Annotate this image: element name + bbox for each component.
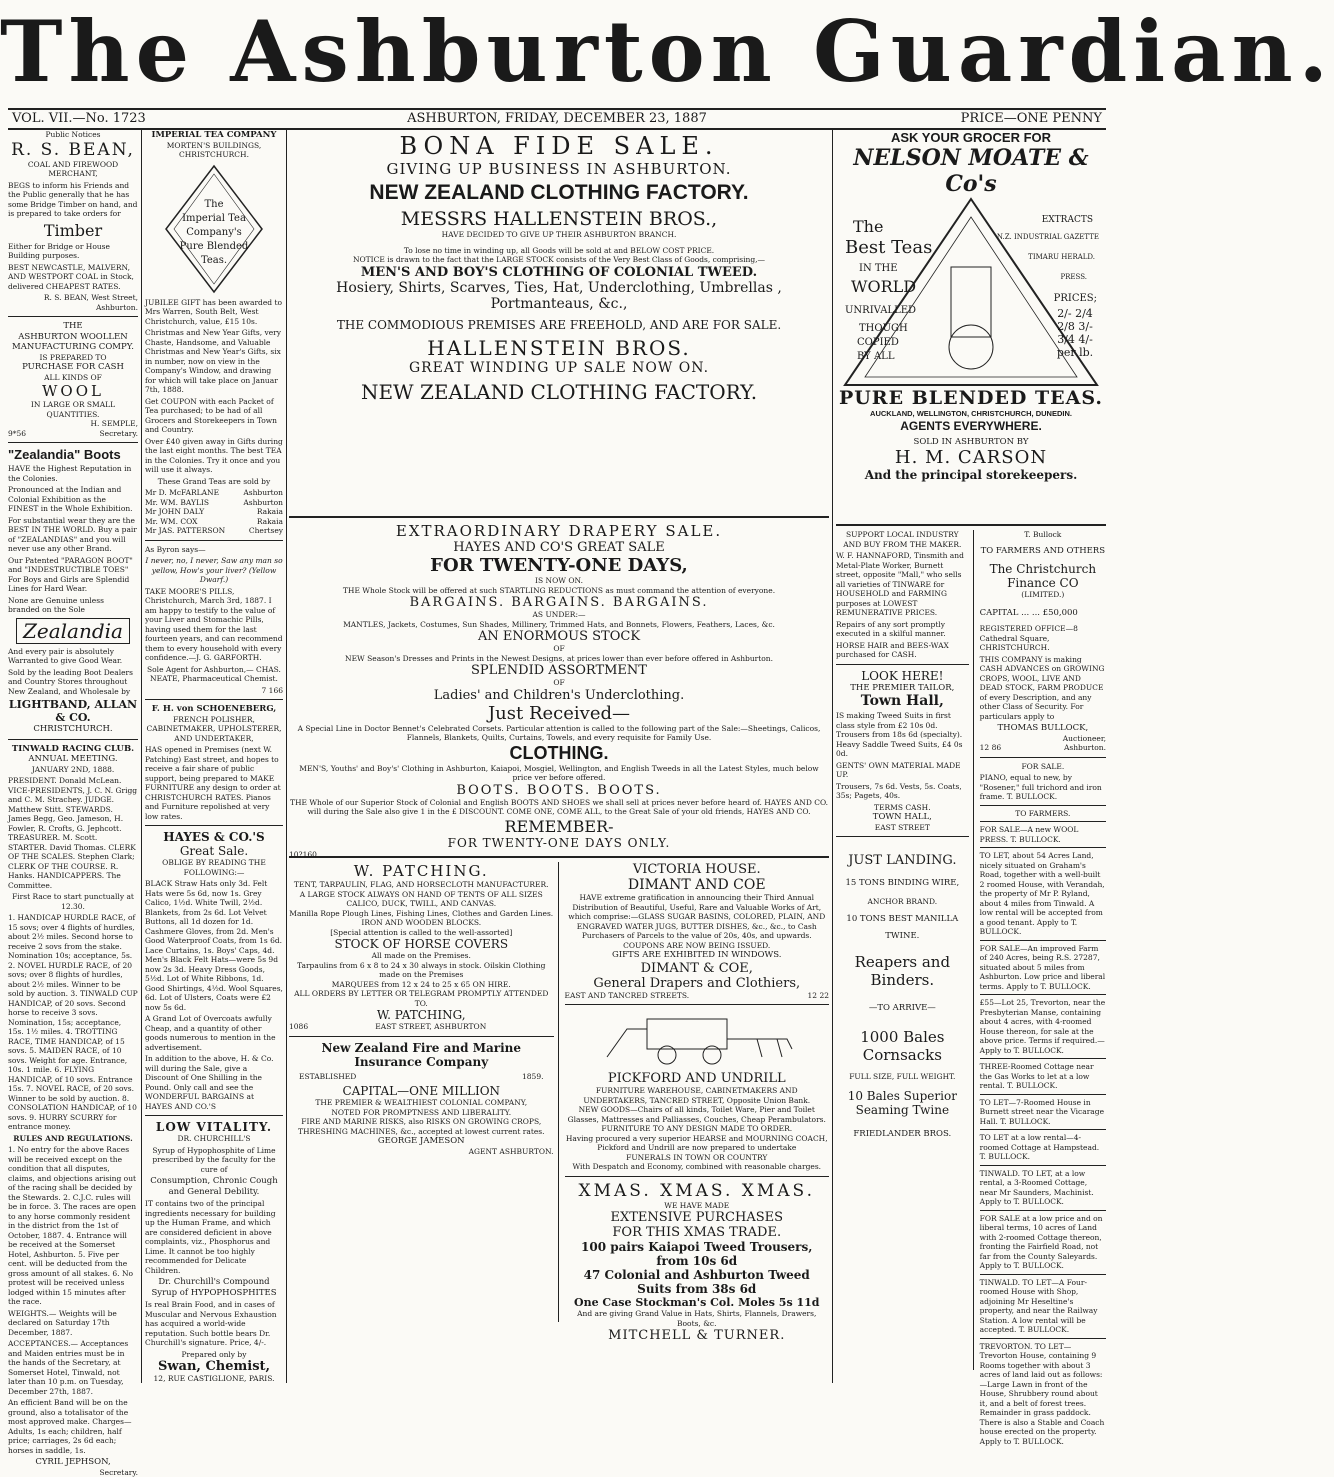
advert-code: 7 166 bbox=[145, 686, 283, 696]
advert-signature: Swan, Chemist, bbox=[145, 1359, 283, 1374]
advert-text: To lose no time in winding up, all Goods will be sold at and BELOW COST PRICE. bbox=[289, 246, 829, 256]
advert-text: NEW Season's Dresses and Prints in the Newest Designs, at prices lower than ever before offered in Ashburton. bbox=[289, 654, 829, 664]
advert-heading: "Zealandia" Boots bbox=[8, 447, 138, 462]
advert-text: REGISTERED OFFICE—8 Cathedral Square, CHRISTCHURCH. bbox=[980, 624, 1106, 653]
advert-heading: Ladies' and Children's Underclothing. bbox=[289, 688, 829, 703]
advert-heading: VICTORIA HOUSE. bbox=[565, 862, 830, 877]
column-2 bbox=[145, 130, 283, 1385]
advert-text: [Special attention is called to the well-assorted] bbox=[289, 928, 554, 938]
victoria-house-advert bbox=[565, 862, 830, 1000]
hearse-illustration bbox=[587, 1009, 807, 1067]
classified-item: FOR SALE—An improved Farm of 240 Acres, being R.S. 27287, situated about 5 miles from Ashburton. Low price and liberal terms. Apply to T. BULLOCK. bbox=[980, 944, 1106, 992]
emblem-text: Teas. bbox=[164, 254, 264, 268]
col4-lower-left bbox=[836, 530, 974, 1370]
agent-row bbox=[145, 498, 283, 508]
classified-item: TINWALD. TO LET, at a low rental, a 3-Roomed Cottage, near Mr Saunders, Machinist. Apply to T. BULLOCK. bbox=[980, 1169, 1106, 1207]
advert-heading: LOOK HERE! bbox=[836, 669, 969, 683]
classified-item: PIANO, equal to new, by "Rosener," full trichord and iron frame. T. BULLOCK. bbox=[980, 773, 1106, 802]
advert-subheading: FRENCH POLISHER, CABINETMAKER, UPHOLSTERER, AND UNDERTAKER, bbox=[145, 715, 283, 744]
advert-text: All made on the Premises. bbox=[289, 951, 554, 961]
advert-signature: CYRIL JEPHSON, bbox=[8, 1457, 138, 1468]
advert-heading: DIMANT AND COE bbox=[565, 877, 830, 893]
advert-heading: JUST LANDING. bbox=[836, 853, 969, 868]
advert-body: None are Genuine unless branded on the Sole bbox=[8, 596, 138, 615]
advert-text: GIFTS ARE EXHIBITED IN WINDOWS. bbox=[565, 950, 830, 961]
advert-signature: THOMAS BULLOCK, bbox=[980, 723, 1106, 734]
advert-body: Syrup of Hypophosphite of Lime prescribed by the faculty for the cure of bbox=[145, 1146, 283, 1175]
advert-heading: MESSRS HALLENSTEIN BROS., bbox=[289, 208, 829, 230]
advert-brand: NELSON MOATE & Co's bbox=[836, 145, 1106, 197]
classified-item: TO LET—7-Roomed House in Burnett street near the Vicarage Hall. T. BULLOCK. bbox=[980, 1098, 1106, 1127]
advert-code: 12 22 bbox=[808, 991, 829, 1001]
advert-heading: EXTENSIVE PURCHASES bbox=[565, 1210, 830, 1225]
advert-body: Christmas and New Year Gifts, very Chaste, Handsome, and Valuable Christmas and New Year's Gifts, six in number, now on view in the Company's Window, and drawing for which will take place on Januar 7th, 1888. bbox=[145, 328, 283, 395]
advert-body: WEIGHTS.— Weights will be declared on Saturday 17th December, 1887. bbox=[8, 1309, 138, 1338]
advert-body: IS making Tweed Suits in first class style from £2 10s 0d. Trousers from 18s 6d (specialty). Heavy Saddle Tweed Suits, £4 0s 0d. bbox=[836, 711, 969, 759]
bean-advert bbox=[8, 140, 138, 313]
advert-heading: FOR SALE. bbox=[980, 762, 1106, 772]
advert-heading: NEW ZEALAND CLOTHING FACTORY. bbox=[289, 181, 829, 205]
pickford-advert bbox=[565, 1009, 830, 1172]
advert-body: Our Patented "PARAGON BOOT" and "INDESTRUCTIBLE TOES" For Boys and Girls are Splendid Lines for Hard Wear. bbox=[8, 556, 138, 594]
col4-lower-right bbox=[980, 530, 1106, 1370]
agent-name: Mr. WM. BAYLIS bbox=[145, 498, 209, 508]
nelson-moate-tea-advert bbox=[836, 130, 1106, 520]
advert-feature: WOOL bbox=[8, 382, 138, 400]
advert-role: Secretary. bbox=[100, 429, 139, 439]
advert-body: BEST NEWCASTLE, MALVERN, AND WESTPORT COAL in Stock, delivered CHEAPEST RATES. bbox=[8, 263, 138, 292]
advert-subheading: DR. CHURCHILL'S bbox=[145, 1134, 283, 1144]
advert-heading: HAYES & CO.'S bbox=[145, 830, 283, 844]
advert-role: Secretary. bbox=[8, 1468, 138, 1477]
emblem-text: THOUGH bbox=[859, 323, 908, 334]
emblem-text: N.Z. INDUSTRIAL GAZETTE bbox=[997, 233, 1099, 241]
advert-text: NOTED FOR PROMPTNESS AND LIBERALITY. bbox=[289, 1108, 554, 1118]
advert-text: Prepared only by bbox=[145, 1350, 283, 1360]
volume-number: VOL. VII.—No. 1723 bbox=[12, 110, 146, 128]
advert-text: HAVE extreme gratification in announcing their Third Annual Distribution of Beautiful, Useful, Rare and Valuable Works of Art, which comprise:—GLASS SUGAR BASINS, COLORED, PLAIN, AND ENGRAVED WATER JUGS, BUTTER DISHES, &c., &c., to Cash Purchasers of Parcels to the value of 20s, 40s, and upwards. bbox=[565, 893, 830, 941]
advert-address: EAST STREET, ASHBURTON bbox=[375, 1022, 486, 1032]
advert-subheading: THE PREMIER TAILOR, bbox=[836, 683, 969, 694]
advert-heading: AN ENORMOUS STOCK bbox=[289, 629, 829, 644]
agent-town: Rakaia bbox=[257, 507, 283, 517]
advert-heading: CAPITAL—ONE MILLION bbox=[289, 1084, 554, 1098]
advert-heading: GREAT WINDING UP SALE NOW ON. bbox=[289, 360, 829, 376]
advert-heading: HALLENSTEIN BROS. bbox=[289, 336, 829, 360]
advert-text: CAPITAL ... ... £50,000 bbox=[980, 608, 1106, 619]
advert-text: TERMS CASH. bbox=[836, 803, 969, 813]
advert-text: THE Whole of our Superior Stock of Colonial and English BOOTS AND SHOES we shall sell at prices never before heard of. HAYES AND CO. will during the Sale also give 1 in the £ DISCOUNT. COME ONE, COME ALL, to the Great Sale of your old friends, HAYES AND CO. bbox=[289, 798, 829, 817]
advert-heading: XMAS. XMAS. XMAS. bbox=[565, 1181, 830, 1201]
advert-address: EAST AND TANCRED STREETS. bbox=[565, 991, 690, 1001]
tea-triangle-graphic bbox=[841, 197, 1101, 387]
advert-text: OF bbox=[289, 678, 829, 688]
classified-item: TO LET at a low rental—4-roomed Cottage at Hampstead. T. BULLOCK. bbox=[980, 1133, 1106, 1162]
advert-body: BEGS to inform his Friends and the Public generally that he has some Bridge Timber on hand, and is prepared to take orders for bbox=[8, 181, 138, 219]
advert-heading: BOOTS. BOOTS. BOOTS. bbox=[289, 783, 829, 798]
advert-text: SOLD IN ASHBURTON BY bbox=[836, 437, 1106, 448]
advert-heading: Just Received— bbox=[289, 703, 829, 724]
advert-text: 10 Bales Superior Seaming Twine bbox=[836, 1089, 969, 1117]
advert-body: Is real Brain Food, and in cases of Muscular and Nervous Exhaustion has acquired a world-wide reputation. Such bottle bears Dr. Churchill's signature. Price, 4/-. bbox=[145, 1300, 283, 1348]
advert-text: 1859. bbox=[522, 1072, 543, 1082]
advert-body: 1. HANDICAP HURDLE RACE, of 15 sovs; over 4 flights of hurdles, about 2½ miles. Second horse to receive 2 sovs from the stake. Nomination 10s; acceptance, 5s. 2. NOVEL HURDLE RACE, of 20 sovs; over 8 flights of hurdles, about 2½ miles. Winner to be sold by auction. 3. TINWALD CUP HANDICAP, of 20 sovs. Second horse to receive 3 sovs. Nomination, 15s; acceptance, 15s. 1½ miles. 4. TROTTING RACE, TIME HANDICAP, of 15 sovs. 5. MAIDEN RACE, of 10 sovs. Weight for age. Entrance, 10s. 1 mile. 6. FLYING HANDICAP, of 10 sovs. Entrance 15s. 7. NOVEL RACE, of 20 sovs. Winner to be sold by auction. 8. CONSOLATION HANDICAP, of 10 sovs. 9. HURRY SCURRY for entrance money. bbox=[8, 913, 138, 1132]
emblem-text: EXTRACTS bbox=[1042, 215, 1093, 225]
advert-heading: BONA FIDE SALE. bbox=[289, 132, 829, 160]
classified-item: £55—Lot 25, Trevorton, near the Presbyterian Manse, containing about 4 acres, with 4-roomed House thereon, for sale at the above price. Terms if required.—Apply to T. BULLOCK. bbox=[980, 998, 1106, 1055]
advert-text: IRON AND WOODEN BLOCKS. bbox=[289, 918, 554, 928]
classified-item: TO LET, about 54 Acres Land, nicely situated on Graham's Road, together with a well-built 2 roomed House, with Verandah, the property of Mr P. Ryland, about 4 miles from Tinwald. A low rental will be accepted from a good tenant. Apply to T. BULLOCK. bbox=[980, 851, 1106, 937]
advert-signature: R. S. BEAN, West Street, Ashburton. bbox=[8, 293, 138, 312]
emblem-text: PRICES; bbox=[1054, 293, 1097, 304]
emblem-text: TIMARU HERALD. bbox=[1028, 253, 1095, 261]
section-label: Public Notices bbox=[8, 130, 138, 140]
advert-text: Manilla Rope Plough Lines, Fishing Lines, Clothes and Garden Lines. bbox=[289, 909, 554, 919]
advert-text: —TO ARRIVE— bbox=[836, 1003, 969, 1014]
advert-body: HAVE the Highest Reputation in the Colonies. bbox=[8, 464, 138, 483]
advert-text: PURCHASE FOR CASH bbox=[8, 362, 138, 373]
advert-body: Pronounced at the Indian and Colonial Exhibition as the FINEST in the Whole Exhibition. bbox=[8, 485, 138, 514]
advert-text: A Special Line in Doctor Bennet's Celebrated Corsets. Particular attention is called to the following part of the Sale:—Sheetings, Calicos, Flannels, Blankets, Quilts, Curtains, Towels, and every requisite for Family Use. bbox=[289, 724, 829, 743]
advert-heading: REMEMBER- bbox=[289, 817, 829, 836]
advert-text: T. Bullock bbox=[980, 530, 1106, 540]
advert-code: 10?160 bbox=[289, 850, 829, 860]
advert-text: ANCHOR BRAND. bbox=[836, 897, 969, 907]
advert-line: Suits from 38s 6d bbox=[565, 1282, 830, 1296]
agent-town: Ashburton bbox=[243, 488, 283, 498]
advert-signature: MITCHELL & TURNER. bbox=[565, 1328, 830, 1343]
column-rule bbox=[832, 130, 833, 1383]
advert-heading: FOR THIS XMAS TRADE. bbox=[565, 1225, 830, 1240]
advert-text: HAVE DECIDED TO GIVE UP THEIR ASHBURTON BRANCH. bbox=[289, 230, 829, 240]
advert-line: 47 Colonial and Ashburton Tweed bbox=[565, 1268, 830, 1282]
advert-heading: DIMANT & COE, bbox=[565, 961, 830, 976]
advert-text: Having procured a very superior HEARSE and MOURNING COACH, Pickford and Undrill are now prepared to undertake bbox=[565, 1134, 830, 1153]
hayes-great-sale-advert bbox=[145, 830, 283, 1111]
agent-row bbox=[145, 517, 283, 527]
advert-text: ALL KINDS OF bbox=[8, 373, 138, 383]
bona-fide-sale-advert bbox=[289, 132, 829, 512]
advert-code: 9*56 bbox=[8, 429, 26, 439]
zealandia-advert bbox=[8, 447, 138, 735]
advert-text: OBLIGE BY READING THE FOLLOWING:— bbox=[145, 858, 283, 877]
advert-body: First Race to start punctually at 12.30. bbox=[8, 892, 138, 911]
advert-heading: EXTRAORDINARY DRAPERY SALE. bbox=[289, 522, 829, 540]
advert-heading: FOR TWENTY-ONE DAYS ONLY. bbox=[289, 836, 829, 850]
advert-text: WE HAVE MADE bbox=[565, 1201, 830, 1211]
advert-city: CHRISTCHURCH. bbox=[145, 150, 283, 160]
advert-heading: General Drapers and Clothiers, bbox=[565, 976, 830, 991]
lower-left-column bbox=[289, 862, 559, 1322]
advert-text: THE PREMIER & WEALTHIEST COLONIAL COMPANY, bbox=[289, 1098, 554, 1108]
advert-text: ESTABLISHED bbox=[299, 1072, 356, 1082]
advert-heading: TO FARMERS AND OTHERS bbox=[980, 546, 1106, 557]
advert-body: THIS COMPANY is making CASH ADVANCES on GROWING CROPS, WOOL, LIVE AND DEAD STOCK, FARM PRODUCE of every Description, and any other Class of Security. For particulars apply to bbox=[980, 655, 1106, 722]
advert-subheading: ANNUAL MEETING. bbox=[8, 754, 138, 765]
classified-item: TREVORTON. TO LET—Trevorton House, containing 9 Rooms together with about 3 acres of land laid out as follows:—Large Lawn in front of the House, Shrubbery round about it, and a belt of forest trees. Remainder in grass paddock. There is also a Stable and Coach house erected on the property. Apply to T. BULLOCK. bbox=[980, 1342, 1106, 1447]
advert-text: FUNERALS IN TOWN OR COUNTRY bbox=[565, 1153, 830, 1163]
agent-row bbox=[145, 488, 283, 498]
price: PRICE—ONE PENNY bbox=[961, 110, 1102, 128]
patching-advert bbox=[289, 862, 554, 1032]
column-rule bbox=[141, 130, 142, 1383]
advert-signature: GEORGE JAMESON bbox=[289, 1136, 554, 1147]
advert-body: An efficient Band will be on the ground, also a totalisator of the most approved make. Charges—Adults, 1s each; children, half price; carriages, 2s 6d each; horses in saddle, 1s. bbox=[8, 1398, 138, 1455]
advert-body: Get COUPON with each Packet of Tea purchased; to be had of all Grocers and Storekeepers in Town and Country. bbox=[145, 397, 283, 435]
advert-heading: SPLENDID ASSORTMENT bbox=[289, 663, 829, 678]
advert-body: GENTS' OWN MATERIAL MADE UP. bbox=[836, 761, 969, 780]
advert-heading: PURE BLENDED TEAS. bbox=[836, 387, 1106, 409]
advert-text: THE bbox=[8, 321, 138, 332]
advert-signature: W. PATCHING, bbox=[289, 1008, 554, 1022]
woollen-advert bbox=[8, 321, 138, 438]
advert-text: With Despatch and Economy, combined with reasonable charges. bbox=[565, 1162, 830, 1172]
emblem-text: UNRIVALLED bbox=[845, 305, 916, 316]
advert-text: OF bbox=[289, 644, 829, 654]
advert-heading: F. H. von SCHOENEBERG, bbox=[145, 704, 283, 715]
advert-signature: FRIEDLANDER BROS. bbox=[836, 1129, 969, 1140]
advert-text: MARQUEES from 12 x 24 to 25 x 65 ON HIRE. bbox=[289, 980, 554, 990]
drapery-sale-advert bbox=[289, 522, 829, 852]
advert-body: W. F. HANNAFORD, Tinsmith and Metal-Plate Worker, Burnett street, opposite "Mall," who sells all varieties of TINWARE for HOUSEHOLD and FARMING purposes at LOWEST REMUNERATIVE PRICES. bbox=[836, 551, 969, 618]
price-list: 2/- 2/4 2/8 3/- 3/4 4/- per lb. bbox=[1051, 307, 1099, 359]
advert-text: NOTICE is drawn to the fact that the LARGE STOCK consists of the Very Best Class of Goods, comprising,— bbox=[289, 255, 829, 265]
advert-heading: PICKFORD AND UNDRILL bbox=[565, 1071, 830, 1086]
advert-body: 1. No entry for the above Races will be received except on the condition that all disputes, claims, and objections arising out of the racing shall be decided by the Stewards. 2. C.J.C. rules will be in force. 3. The races are open to any horse commonly resident in the district from the 1st of October, 1887. 4. Entrance will be received at the Somerset Hotel, Ashburton. 5. Five per cent. will be deducted from the gross amount of all stakes. 6. No protest will be received unless lodged within 15 minutes after the race. bbox=[8, 1145, 138, 1307]
classified-item: TO FARMERS. bbox=[980, 809, 1106, 819]
advert-text: FURNITURE WAREHOUSE, CABINETMAKERS AND UNDERTAKERS, TANCRED STREET, Opposite Union Bank. bbox=[565, 1086, 830, 1105]
column-rule bbox=[286, 130, 287, 1383]
advert-body: BLACK Straw Hats only 3d. Felt Hats were 5s 6d, now 1s. Grey Calico, 1½d. White Twill, 2½d. Blankets, from 2s 6d. Lot Velvet Buttons, all 1d dozen for 1d. Cashmere Gloves, from 2d. Men's Good Waterproof Coats, from 1s 6d. Lace Curtains, 1s. Boys' Caps, 4d. Men's Black Felt Hats—were 5s 9d now 2s 3d. Heavy Dress Goods, 5½d. Lot of White Ribbons, 1d. Good Shirtings, 4½d. Wool Squares, 6d. Lot of Ulsters, Coats were £2 now 5s 6d. bbox=[145, 879, 283, 1012]
agent-town: Ashburton bbox=[243, 498, 283, 508]
emblem-text: WORLD bbox=[851, 277, 916, 296]
advert-heading: MEN'S AND BOY'S CLOTHING OF COLONIAL TWEED. bbox=[289, 265, 829, 280]
tailor-advert bbox=[836, 669, 969, 833]
advert-heading: FOR TWENTY-ONE DAYS, bbox=[289, 555, 829, 576]
emblem-text: The bbox=[164, 198, 264, 212]
advert-date: JANUARY 2ND, 1888. bbox=[8, 765, 138, 775]
bullock-advert bbox=[980, 530, 1106, 1446]
advert-role: AGENT ASHBURTON. bbox=[289, 1147, 554, 1157]
emblem-text: The bbox=[853, 217, 883, 236]
classified-item: FOR SALE—A new WOOL PRESS. T. BULLOCK. bbox=[980, 825, 1106, 844]
moore-pills-advert bbox=[145, 545, 283, 696]
advert-heading: New Zealand Fire and Marine Insurance Company bbox=[289, 1041, 554, 1069]
advert-text: 15 TONS BINDING WIRE, bbox=[836, 878, 969, 889]
advert-text: AUCKLAND, WELLINGTON, CHRISTCHURCH, DUNEDIN. bbox=[836, 409, 1106, 419]
advert-body: Repairs of any sort promptly executed in a skilful manner. bbox=[836, 620, 969, 639]
advert-text: And the principal storekeepers. bbox=[836, 468, 1106, 482]
emblem-text: Best Teas bbox=[845, 237, 932, 258]
lower-advert-row bbox=[289, 862, 829, 1322]
advert-text: And are giving Grand Value in Hats, Shirts, Flannels, Drawers, Boots, &c. bbox=[565, 1309, 830, 1328]
advert-subheading: Great Sale. bbox=[145, 844, 283, 858]
advert-signature: H. SEMPLE, bbox=[8, 419, 138, 429]
advert-text: ALL ORDERS BY LETTER OR TELEGRAM PROMPTLY ATTENDED TO. bbox=[289, 989, 554, 1008]
agent-name: Mr JOHN DALY bbox=[145, 507, 204, 517]
advert-text: COUPONS ARE NOW BEING ISSUED. bbox=[565, 941, 830, 951]
emblem-text: BY ALL bbox=[857, 351, 894, 362]
advert-body: And every pair is absolutely Warranted to give Good Wear. bbox=[8, 647, 138, 666]
low-vitality-advert bbox=[145, 1120, 283, 1384]
advert-heading: TINWALD RACING CLUB. bbox=[8, 744, 138, 755]
classified-item: FOR SALE at a low price and on liberal terms, 10 acres of Land with 2-roomed Cottage thereon, fronting the Fairfield Road, not far from the County Saleyards. Apply to T. BULLOCK. bbox=[980, 1214, 1106, 1271]
advert-body: TAKE MOORE'S PILLS, Christchurch, March 3rd, 1887. I am happy to testify to the value of your Liver and Stomachic Pills, having used them for the last fourteen years, and can recommend them to every household with every confidence.—J. G. GARFORTH. bbox=[145, 587, 283, 663]
column-3 bbox=[289, 130, 829, 1385]
emblem-text: Company's bbox=[164, 226, 264, 240]
advert-subheading: RULES AND REGULATIONS. bbox=[8, 1134, 138, 1144]
advert-heading: STOCK OF HORSE COVERS bbox=[289, 937, 554, 951]
emblem-text: Imperial Tea bbox=[164, 212, 264, 226]
advert-heading: IMPERIAL TEA COMPANY bbox=[145, 130, 283, 141]
advert-text: FURNITURE TO ANY DESIGN MADE TO ORDER. bbox=[565, 1124, 830, 1134]
classified-item: THREE-Roomed Cottage near the Gas Works to let at a low rental. T. BULLOCK. bbox=[980, 1062, 1106, 1091]
advert-text: IS NOW ON. bbox=[289, 576, 829, 586]
advert-subheading: COAL AND FIREWOOD MERCHANT, bbox=[8, 160, 138, 179]
advert-text: IS PREPARED TO bbox=[8, 353, 138, 363]
advert-heading: SUPPORT LOCAL INDUSTRY AND BUY FROM THE MAKER. bbox=[836, 530, 969, 549]
folio-line bbox=[8, 108, 1106, 130]
advert-heading: The Christchurch Finance CO bbox=[980, 562, 1106, 590]
advert-text: EAST STREET bbox=[836, 823, 969, 833]
col4-lower bbox=[836, 530, 1106, 1370]
advert-text: (LIMITED.) bbox=[980, 590, 1106, 600]
advert-body: HORSE HAIR and BEES-WAX purchased for CASH. bbox=[836, 641, 969, 660]
agent-row bbox=[145, 507, 283, 517]
advert-line: from 10s 6d bbox=[565, 1254, 830, 1268]
advert-maker: LIGHTBAND, ALLAN & CO. bbox=[8, 698, 138, 724]
advert-line: One Case Stockman's Col. Moles 5s 11d bbox=[565, 1296, 830, 1309]
advert-text: IN LARGE OR SMALL QUANTITIES. bbox=[8, 400, 138, 419]
column-4 bbox=[836, 130, 1106, 1385]
advert-text: THE Whole Stock will be offered at such STARTLING REDUCTIONS as must command the attention of everyone. bbox=[289, 586, 829, 596]
tea-diamond-emblem bbox=[164, 164, 264, 294]
advert-text: FULL SIZE, FULL WEIGHT. bbox=[836, 1072, 969, 1082]
advert-subheading: GIVING UP BUSINESS IN ASHBURTON. bbox=[289, 160, 829, 178]
advert-verse: I never, no, I never, Saw any man so yellow, How's your liver? (Yellow Dwarf.) bbox=[145, 556, 283, 585]
emblem-text: Pure Blended bbox=[164, 240, 264, 254]
advert-heading: ASHBURTON WOOLLEN MANUFACTURING COMPY. bbox=[8, 332, 138, 353]
advert-body: Dr. Churchill's Compound Syrup of HYPOPHOSPHITES bbox=[145, 1277, 283, 1298]
advert-address: 12, RUE CASTIGLIONE, PARIS. bbox=[145, 1374, 283, 1384]
advert-city: CHRISTCHURCH. bbox=[8, 724, 138, 735]
advert-body: In addition to the above, H. & Co. will during the Sale, give a Discount of One Shilling in the Pound. Only call and see the WONDERFUL BARGAINS at HAYES AND CO.'S bbox=[145, 1054, 283, 1111]
zealandia-brand-logo: Zealandia bbox=[16, 618, 130, 644]
advert-heading: W. PATCHING. bbox=[289, 862, 554, 880]
advert-body: These Grand Teas are sold by bbox=[145, 477, 283, 487]
agent-name: Mr. WM. COX bbox=[145, 517, 197, 527]
friedlander-advert bbox=[836, 853, 969, 1140]
masthead bbox=[0, 0, 1114, 108]
advert-heading: H. M. CARSON bbox=[836, 447, 1106, 468]
lower-right-column bbox=[565, 862, 830, 1322]
advert-text: A LARGE STOCK ALWAYS ON HAND OF TENTS OF ALL SIZES CALICO, DUCK, TWILL, AND CANVAS. bbox=[289, 890, 554, 909]
advert-role: Auctioneer, bbox=[980, 734, 1106, 744]
advert-body: For substantial wear they are the BEST IN THE WORLD. Buy a pair of "ZEALANDIAS" and you will never use any other Brand. bbox=[8, 516, 138, 554]
advert-text: Tarpaulins from 6 x 8 to 24 x 30 always in stock. Oilskin Clothing made on the Premises bbox=[289, 961, 554, 980]
advert-body: A Grand Lot of Overcoats awfully Cheap, and a quantity of other goods numerous to mention in the advertisement. bbox=[145, 1014, 283, 1052]
advert-text: MEN'S, Youths' and Boy's' Clothing in Ashburton, Kaiapoi, Mosgiel, Wellington, and English Tweeds in all the Latest Styles, much below price ver before offered. bbox=[289, 764, 829, 783]
advert-heading: 1000 Bales Cornsacks bbox=[836, 1028, 969, 1064]
advert-feature: Timber bbox=[8, 221, 138, 240]
emblem-text: IN THE bbox=[859, 263, 898, 274]
advert-heading: R. S. BEAN, bbox=[8, 140, 138, 160]
dateline: ASHBURTON, FRIDAY, DECEMBER 23, 1887 bbox=[8, 110, 1106, 128]
classified-item: TINWALD. TO LET—A Four-roomed House with Shop, adjoining Mr Heseltine's property, and near the Railway Station. A low rental will be accepted. T. BULLOCK. bbox=[980, 1278, 1106, 1335]
advert-subheading: HAYES AND CO'S GREAT SALE bbox=[289, 540, 829, 555]
advert-text: Hosiery, Shirts, Scarves, Ties, Hat, Underclothing, Umbrellas , Portmanteaus, &c., bbox=[289, 280, 829, 312]
advert-body: As Byron says— bbox=[145, 545, 283, 555]
advert-body: JUBILEE GIFT has been awarded to Mrs Warren, South Belt, West Christchurch, value, £15 10s. bbox=[145, 298, 283, 327]
racing-advert bbox=[8, 744, 138, 1477]
advert-text: FIRE AND MARINE RISKS, also RISKS ON GROWING CROPS, THRESHING MACHINES, &c., accepted at lowest current rates. bbox=[289, 1117, 554, 1136]
agent-row bbox=[145, 526, 283, 536]
advert-body: HAS opened in Premises (next W. Patching) East street, and hopes to receive a fair share of public support, being prepared to MAKE FURNITURE any design to order at CHRISTCHURCH RATES. Pianos and Furniture repolished at very low rates. bbox=[145, 745, 283, 821]
advert-body: ACCEPTANCES.— Acceptances and Maiden entries must be in the hands of the Secretary, at Somerset Hotel, Tinwald, not later than 10 p.m. on Tuesday, December 27th, 1887. bbox=[8, 1339, 138, 1396]
advert-text: MANTLES, Jackets, Costumes, Sun Shades, Millinery, Trimmed Hats, and Bonnets, Flowers, Feathers, Laces, &c. bbox=[289, 620, 829, 630]
schoeneberg-advert bbox=[145, 704, 283, 821]
hannaford-advert bbox=[836, 530, 969, 660]
advert-body: Over £40 given away in Gifts during the last eight months. The best TEA in the Colonies. Try it once and you will use it always. bbox=[145, 437, 283, 475]
emblem-text: PRESS. bbox=[1060, 273, 1087, 281]
advert-town: Ashburton. bbox=[1064, 743, 1106, 753]
column-1 bbox=[8, 130, 138, 1385]
advert-code: 12 86 bbox=[980, 743, 1001, 753]
advert-heading: CLOTHING. bbox=[289, 743, 829, 764]
advert-subheading: MORTEN'S BUILDINGS, bbox=[145, 141, 283, 151]
advert-heading: BARGAINS. BARGAINS. BARGAINS. bbox=[289, 595, 829, 610]
advert-body: Either for Bridge or House Building purposes. bbox=[8, 242, 138, 261]
agent-town: Rakaia bbox=[257, 517, 283, 527]
advert-text: 10 TONS BEST MANILLA bbox=[836, 914, 969, 925]
advert-heading: Town Hall, bbox=[836, 693, 969, 709]
advert-body: Trousers, 7s 6d. Vests, 5s. Coats, 35s; Pagets, 40s. bbox=[836, 782, 969, 801]
agent-name: Mr D. McFARLANE bbox=[145, 488, 219, 498]
insurance-advert bbox=[289, 1041, 554, 1157]
advert-heading: NEW ZEALAND CLOTHING FACTORY. bbox=[289, 380, 829, 404]
agent-name: Mr JAS. PATTERSON bbox=[145, 526, 225, 536]
advert-heading: Reapers and Binders. bbox=[836, 953, 969, 989]
advert-text: AS UNDER:— bbox=[289, 610, 829, 620]
agent-town: Chertsey bbox=[249, 526, 283, 536]
advert-line: 100 pairs Kaiapoi Tweed Trousers, bbox=[565, 1240, 830, 1254]
advert-text: NEW GOODS—Chairs of all kinds, Toilet Ware, Pier and Toilet Glasses, Mattresses and Palliasses, Couches, Cheap Perambulators. bbox=[565, 1105, 830, 1124]
newspaper-title: The Ashburton Guardian. bbox=[0, 0, 1114, 104]
advert-body: PRESIDENT. Donald McLean. VICE-PRESIDENTS, J. C. N. Grigg and C. M. Strachey. JUDGE. Matthew Stitt. STEWARDS. James Begg, Geo. Jameson, H. Fowler, R. Crofts, G. Jephcott. TREASURER. M. Scott. STARTER. David Thomas. CLERK OF THE SCALES. Stephen Clark; CLERK OF THE COURSE. R. Hanks. HANDICAPPERS. The Committee. bbox=[8, 776, 138, 890]
advert-body: Consumption, Chronic Cough and General Debility. bbox=[145, 1176, 283, 1197]
advert-body: Sold by the leading Boot Dealers and Country Stores throughout New Zealand, and Wholesale by bbox=[8, 668, 138, 697]
advert-body: IT contains two of the principal ingredients necessary for building up the Human Frame, and which are considered deficient in above complaints, viz., Phosphorus and Lime. It cannot be too highly recommended for Delicate Children. bbox=[145, 1199, 283, 1275]
classified-list bbox=[980, 773, 1106, 1446]
imperial-tea-advert bbox=[145, 130, 283, 536]
advert-code: 1086 bbox=[289, 1022, 308, 1032]
advert-text: TENT, TARPAULIN, FLAG, AND HORSECLOTH MANUFACTURER. bbox=[289, 880, 554, 890]
advert-text: THE COMMODIOUS PREMISES ARE FREEHOLD, AND ARE FOR SALE. bbox=[289, 318, 829, 332]
advert-body: Sole Agent for Ashburton,— CHAS. NEATE, Pharmaceutical Chemist. bbox=[145, 665, 283, 684]
advert-heading: ASK YOUR GROCER FOR bbox=[836, 130, 1106, 145]
advert-text: TWINE. bbox=[836, 931, 969, 942]
advert-text: TOWN HALL, bbox=[836, 812, 969, 823]
advert-text: AGENTS EVERYWHERE. bbox=[836, 419, 1106, 433]
advert-heading: LOW VITALITY. bbox=[145, 1120, 283, 1134]
emblem-text: COPIED bbox=[857, 337, 899, 348]
xmas-advert bbox=[565, 1181, 830, 1344]
agent-list bbox=[145, 488, 283, 536]
